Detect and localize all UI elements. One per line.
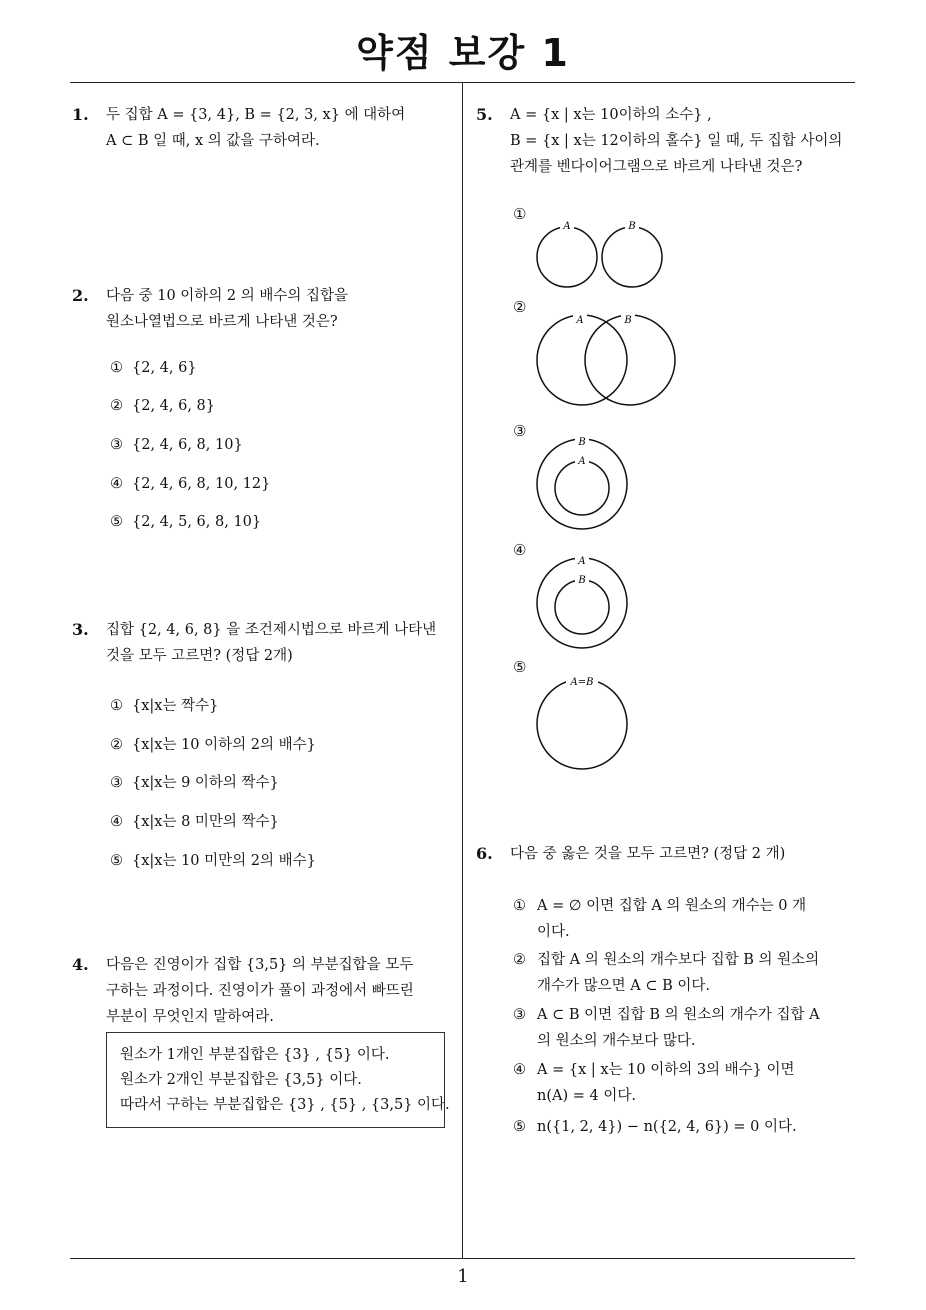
- option-number: ③: [110, 775, 123, 791]
- question-5: [476, 102, 866, 182]
- question-4: [72, 952, 457, 1032]
- option-text: A ⊂ B 이면 집합 B 의 원소의 개수가 집합 A 의 원소의 개수보다 많다.: [537, 1007, 820, 1049]
- question-text: A = {x | x는 10이하의 소수} , B = {x | x는 12이하의 홀수} 일 때, 두 집합 사이의 관계를 벤다이어그램으로 바르게 나타낸 것은?: [510, 107, 843, 175]
- venn-diagram-5[interactable]: [530, 670, 635, 775]
- option-number: ④: [110, 476, 123, 492]
- option-number: ⑤: [110, 853, 123, 869]
- option-number[interactable]: ④: [513, 541, 527, 559]
- option-text: 집합 A 의 원소의 개수보다 집합 B 의 원소의 개수가 많으면 A ⊂ B 이다.: [537, 952, 820, 994]
- option-text: {x|x는 짝수}: [132, 698, 219, 714]
- solution-box: [106, 1032, 450, 1128]
- option-number: ③: [110, 437, 123, 453]
- option-text: {2, 4, 6, 8, 10, 12}: [132, 476, 271, 492]
- question-text: 두 집합 A = {3, 4}, B = {2, 3, x} 에 대하여 A ⊂ B 일 때, x 의 값을 구하여라.: [106, 107, 406, 149]
- set-label: A: [578, 456, 586, 467]
- option-text: {2, 4, 5, 6, 8, 10}: [132, 514, 262, 530]
- set-label: B: [578, 437, 586, 448]
- option-1[interactable]: [110, 360, 197, 376]
- venn-diagram-3[interactable]: [530, 432, 635, 532]
- set-label: B: [628, 221, 636, 232]
- option-text: {2, 4, 6, 8, 10}: [132, 437, 243, 453]
- question-number: 2.: [72, 286, 89, 305]
- bottom-rule: [70, 1258, 855, 1259]
- question-number: 6.: [476, 844, 493, 863]
- set-label: A: [563, 221, 571, 232]
- option-text: A = {x | x는 10 이하의 3의 배수} 이면 n(A) = 4 이다.: [537, 1062, 795, 1104]
- option-number[interactable]: ②: [513, 298, 527, 316]
- option-text: n({1, 2, 4}) − n({2, 4, 6}) = 0 이다.: [537, 1119, 797, 1135]
- option-number: ②: [110, 737, 123, 753]
- set-label: A: [578, 556, 586, 567]
- column-divider: [462, 83, 463, 1258]
- question-text: 다음 중 옳은 것을 모두 고르면? (정답 2 개): [510, 846, 786, 862]
- question-text: 다음 중 10 이하의 2 의 배수의 집합을 원소나열법으로 바르게 나타낸 것은?: [106, 288, 349, 330]
- option-number: ④: [513, 1062, 526, 1078]
- venn-diagram-4[interactable]: [530, 551, 635, 651]
- option-number: ④: [110, 814, 123, 830]
- option-number: ⑤: [110, 514, 123, 530]
- option-3[interactable]: [110, 437, 243, 453]
- question-number: 4.: [72, 955, 89, 974]
- option-1[interactable]: [110, 694, 218, 715]
- option-text: {x|x는 8 미만의 짝수}: [132, 814, 279, 830]
- option-number: ⑤: [513, 1119, 526, 1135]
- question-number: 1.: [72, 105, 89, 124]
- option-number: ③: [513, 1007, 526, 1023]
- option-number[interactable]: ①: [513, 205, 527, 223]
- option-text: {x|x는 10 미만의 2의 배수}: [132, 853, 316, 869]
- page-title: 약점 보강 1: [356, 31, 570, 75]
- question-1: [72, 102, 452, 162]
- question-3: [72, 617, 457, 677]
- box-line: 원소가 1개인 부분집합은 {3} , {5} 이다.: [120, 1047, 390, 1063]
- option-number: ①: [110, 698, 123, 714]
- option-number: ①: [513, 898, 526, 914]
- option-text: {2, 4, 6, 8}: [132, 398, 216, 414]
- venn-diagram-2[interactable]: [530, 308, 690, 413]
- question-text: 다음은 진영이가 집합 {3,5} 의 부분집합을 모두 구하는 과정이다. 진영이가 풀이 과정에서 빠뜨린 부분이 무엇인지 말하여라.: [106, 957, 414, 1025]
- question-number: 3.: [72, 620, 89, 639]
- option-text: {x|x는 9 이하의 짝수}: [132, 775, 279, 791]
- option-number: ②: [513, 952, 526, 968]
- box-line: 따라서 구하는 부분집합은 {3} , {5} , {3,5} 이다.: [120, 1097, 450, 1113]
- page-number: 1: [457, 1266, 469, 1287]
- option-4[interactable]: [110, 476, 270, 492]
- set-label: B: [624, 315, 632, 326]
- box-line: 원소가 2개인 부분집합은 {3,5} 이다.: [120, 1072, 362, 1088]
- option-text: {x|x는 10 이하의 2의 배수}: [132, 737, 316, 753]
- option-text: {2, 4, 6}: [132, 360, 197, 376]
- venn-diagram-1[interactable]: [530, 215, 670, 290]
- question-text: 집합 {2, 4, 6, 8} 을 조건제시법으로 바르게 나타낸 것을 모두 고르면? (정답 2개): [106, 622, 437, 664]
- question-6: [476, 841, 866, 871]
- option-5[interactable]: [110, 849, 316, 870]
- option-number[interactable]: ③: [513, 422, 527, 440]
- option-text: A = ∅ 이면 집합 A 의 원소의 개수는 0 개 이다.: [537, 898, 807, 940]
- set-label: B: [578, 575, 586, 586]
- option-2[interactable]: [110, 398, 215, 414]
- question-2: [72, 283, 452, 343]
- option-5[interactable]: [110, 514, 261, 530]
- question-number: 5.: [476, 105, 493, 124]
- option-2[interactable]: [110, 733, 316, 754]
- option-number: ②: [110, 398, 123, 414]
- set-label: A: [576, 315, 584, 326]
- option-4[interactable]: [110, 810, 279, 831]
- option-3[interactable]: [110, 771, 279, 792]
- option-number[interactable]: ⑤: [513, 658, 527, 676]
- set-label: A=B: [570, 677, 594, 688]
- option-number: ①: [110, 360, 123, 376]
